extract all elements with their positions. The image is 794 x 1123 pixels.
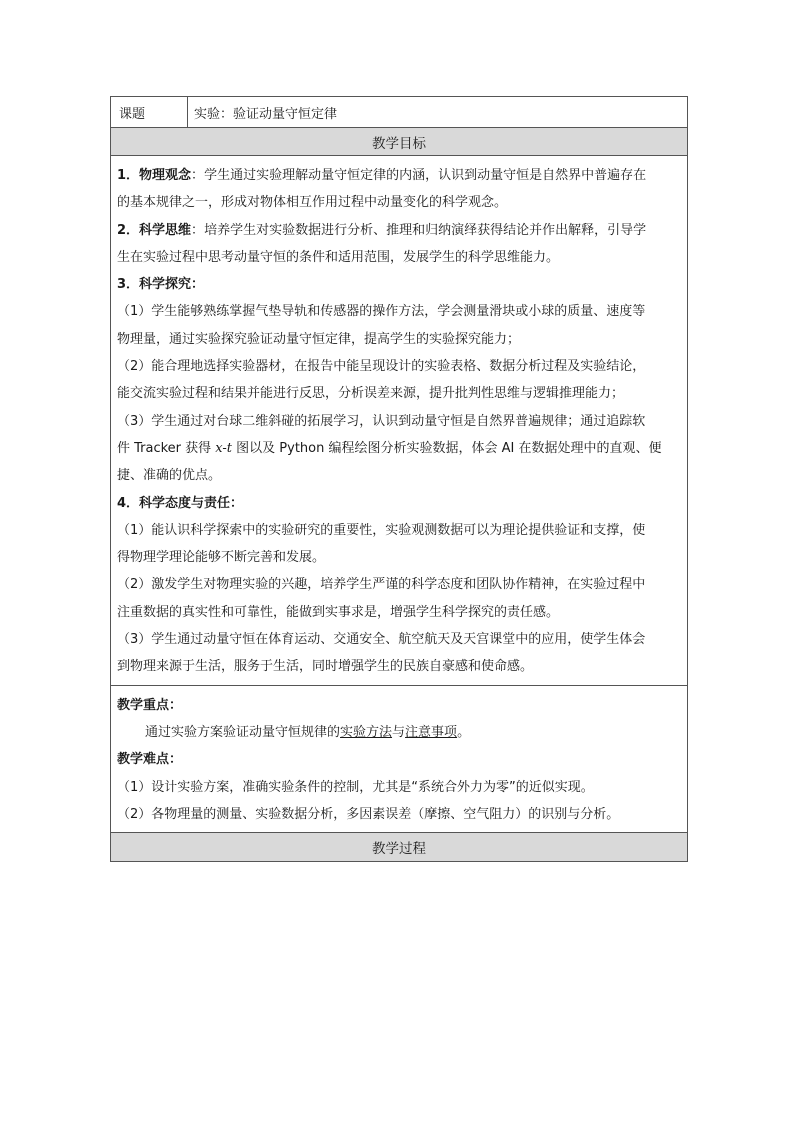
- key-method: 实验方法: [340, 724, 393, 740]
- goal-4-2-line-1: （2）激发学生对物理实验的兴趣，培养学生严谨的科学态度和团队协作精神，在实验过程中: [117, 577, 646, 593]
- goal-4-1-line-1: （1）能认识科学探索中的实验研究的重要性，实验观测数据可以为理论提供验证和支撑，使: [117, 522, 646, 538]
- goal-4-1-line-2: 得物理学理论能够不断完善和发展。: [117, 550, 326, 566]
- goal-4-label: 4．科学态度与责任：: [117, 495, 244, 511]
- goal-3-2-line-1: （2）能合理地选择实验器材，在报告中能呈现设计的实验表格、数据分析过程及实验结论，: [117, 359, 646, 375]
- topic-title: 实验：验证动量守恒定律: [194, 106, 338, 122]
- goal-3-3-line-1: （3）学生通过对台球二维斜碰的拓展学习，认识到动量守恒是自然界普遍规律；通过追踪软: [117, 413, 646, 429]
- xt-variable: x-t: [215, 440, 233, 456]
- goal-4-3-line-1: （3）学生通过动量守恒在体育运动、交通安全、航空航天及天宫课堂中的应用，使学生体会: [117, 632, 646, 648]
- goal-1-line-2: 的基本规律之一，形成对物体相互作用过程中动量变化的科学观念。: [117, 195, 508, 211]
- goal-4-2-line-2: 注重数据的真实性和可靠性，能做到实事求是，增强学生科学探究的责任感。: [117, 604, 560, 620]
- difficulty-1: （1）设计实验方案，准确实验条件的控制，尤其是“系统合外力为零”的近似实现。: [117, 779, 594, 795]
- goal-2-label: 2．科学思维: [117, 222, 192, 238]
- goal-3-label: 3．科学探究：: [117, 277, 205, 293]
- focus-section: [111, 686, 687, 833]
- difficulty-2: （2）各物理量的测量、实验数据分析，多因素误差（摩擦、空气阻力）的识别与分析。: [117, 806, 620, 822]
- key-point-text: 通过实验方案验证动量守恒规律的实验方法与注意事项。: [145, 724, 471, 740]
- difficulty-label: 教学难点：: [117, 752, 183, 768]
- goal-3-1-line-2: 物理量，通过实验探究验证动量守恒定律，提高学生的实验探究能力；: [117, 331, 521, 347]
- goal-4-3-line-2: 到物理来源于生活，服务于生活，同时增强学生的民族自豪感和使命感。: [117, 659, 534, 675]
- goals-band: 教学目标: [111, 128, 687, 156]
- goal-3-3-line-2: 件 Tracker 获得 x-t 图以及 Python 编程绘图分析实验数据，体会 AI 在数据处理中的直观、便: [117, 440, 662, 456]
- key-point-label: 教学重点：: [117, 697, 183, 713]
- topic-label: 课题: [111, 97, 188, 127]
- goal-3-3-line-3: 捷、准确的优点。: [117, 468, 222, 484]
- key-notes: 注意事项: [405, 724, 458, 740]
- topic-row: [111, 97, 687, 128]
- goal-2-line-2: 生在实验过程中思考动量守恒的条件和适用范围，发展学生的科学思维能力。: [117, 249, 560, 265]
- goal-3-1-line-1: （1）学生能够熟练掌握气垫导轨和传感器的操作方法，学会测量滑块或小球的质量、速度等: [117, 304, 646, 320]
- goals-section: [111, 156, 687, 686]
- goal-2-line-1: 2．科学思维：培养学生对实验数据进行分析、推理和归纳演绎获得结论并作出解释，引导学: [117, 222, 647, 238]
- lesson-plan-table: [110, 96, 688, 862]
- goal-3-2-line-2: 能交流实验过程和结果并能进行反思，分析误差来源，提升批判性思维与逻辑推理能力；: [117, 386, 625, 402]
- goal-1-label: 1．物理观念: [117, 168, 192, 183]
- process-band: 教学过程: [111, 833, 687, 861]
- goal-1-line-1: 1．物理观念：学生通过实验理解动量守恒定律的内涵，认识到动量守恒是自然界中普遍存在: [117, 168, 647, 183]
